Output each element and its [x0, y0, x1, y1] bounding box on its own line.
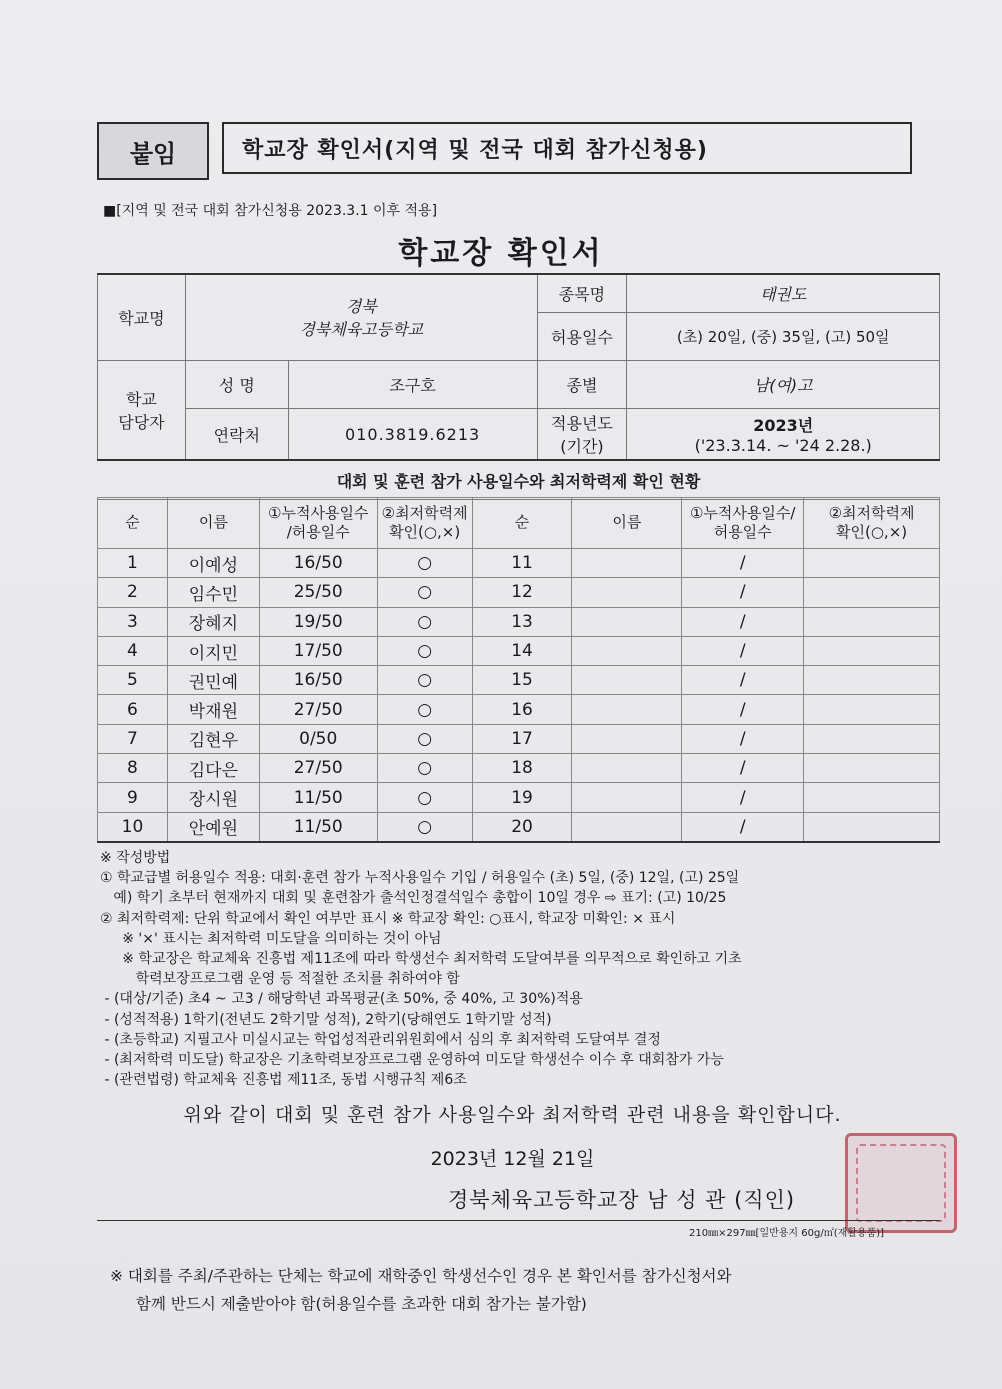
row-check: ○ [377, 666, 472, 695]
row-name-right [572, 578, 682, 607]
row-name-right [572, 607, 682, 636]
row-days-right: / [682, 636, 804, 665]
row-no-right: 13 [472, 607, 572, 636]
table-row [98, 724, 940, 753]
paper-spec: 210㎜×297㎜[일반용지 60g/㎡(재활용품)] [689, 1228, 885, 1239]
header-name-right: 이름 [572, 498, 682, 549]
row-no: 8 [98, 754, 168, 783]
row-name: 권민예 [167, 666, 259, 695]
method-line: ① 학교급별 허용일수 적용: 대회·훈련 참가 누적사용일수 기입 / 허용일수 (초) 5일, (중) 12일, (고) 25일 [100, 870, 740, 887]
method-line: 예) 학기 초부터 현재까지 대회 및 훈련참가 출석인정결석일수 총합이 10일 경우 ⇨ 표기: (고) 10/25 [100, 890, 727, 907]
row-name: 김다은 [167, 754, 259, 783]
row-days: 11/50 [259, 812, 377, 842]
row-name: 임수민 [167, 578, 259, 607]
method-line: ※ '×' 표시는 최저학력 미도달을 의미하는 것이 아님 [100, 930, 442, 947]
row-no: 1 [98, 549, 168, 578]
row-check: ○ [377, 754, 472, 783]
row-days-right: / [682, 666, 804, 695]
row-days: 16/50 [259, 666, 377, 695]
row-days-right: / [682, 754, 804, 783]
row-days: 0/50 [259, 724, 377, 753]
document-header-title: 학교장 확인서(지역 및 전국 대회 참가신청용) [222, 122, 912, 174]
gender-label: 종별 [537, 360, 627, 408]
row-check: ○ [377, 549, 472, 578]
row-no-right: 20 [472, 812, 572, 842]
row-name-right [572, 666, 682, 695]
table-row [98, 578, 940, 607]
header-no-right: 순 [472, 498, 572, 549]
row-days: 19/50 [259, 607, 377, 636]
row-name-right [572, 636, 682, 665]
attachment-tag: 붙임 [97, 122, 209, 180]
row-days-right: / [682, 549, 804, 578]
usage-table [97, 497, 940, 843]
header-days: ①누적사용일수 /허용일수 [259, 498, 377, 549]
gender-value: 남(여)고 [627, 360, 940, 408]
row-no: 4 [98, 636, 168, 665]
row-name-right [572, 549, 682, 578]
row-no: 2 [98, 578, 168, 607]
row-days: 17/50 [259, 636, 377, 665]
official-seal-icon [845, 1133, 957, 1233]
row-check-right [804, 724, 940, 753]
row-no-right: 12 [472, 578, 572, 607]
row-check-right [804, 695, 940, 724]
method-heading: ※ 작성방법 [100, 850, 171, 866]
table-row [98, 666, 940, 695]
row-check-right [804, 783, 940, 812]
row-check: ○ [377, 636, 472, 665]
row-check: ○ [377, 812, 472, 842]
row-no-right: 18 [472, 754, 572, 783]
row-check: ○ [377, 695, 472, 724]
row-name-right [572, 783, 682, 812]
contact-label: 연락처 [185, 408, 288, 460]
allowed-days-label: 허용일수 [537, 312, 627, 360]
manager-name: 조구호 [288, 360, 537, 408]
row-name: 박재원 [167, 695, 259, 724]
row-name-right [572, 754, 682, 783]
row-no-right: 17 [472, 724, 572, 753]
application-notice: ■[지역 및 전국 대회 참가신청용 2023.3.1 이후 적용] [103, 203, 438, 219]
confirmation-statement: 위와 같이 대회 및 훈련 참가 사용일수와 최저학력 관련 내용을 확인합니다. [183, 1104, 842, 1126]
writing-method [100, 848, 945, 1090]
header-academic-right: ②최저학력제 확인(○,×) [804, 498, 940, 549]
row-no-right: 19 [472, 783, 572, 812]
row-check-right [804, 636, 940, 665]
row-no: 3 [98, 607, 168, 636]
row-days: 16/50 [259, 549, 377, 578]
method-line: - (최저학력 미도달) 학교장은 기초학력보장프로그램 운영하여 미도달 학생선수 이수 후 대회참가 가능 [100, 1052, 724, 1069]
sport-label: 종목명 [537, 274, 627, 312]
contact-value: 010.3819.6213 [288, 408, 537, 460]
school-name-label: 학교명 [98, 274, 186, 360]
row-days: 27/50 [259, 754, 377, 783]
school-name-cell [185, 274, 537, 360]
allowed-days-value: (초) 20일, (중) 35일, (고) 50일 [627, 312, 940, 360]
school-region: 경북 [345, 297, 377, 317]
row-check-right [804, 754, 940, 783]
row-check: ○ [377, 607, 472, 636]
table-row [98, 549, 940, 578]
row-no-right: 15 [472, 666, 572, 695]
row-check-right [804, 812, 940, 842]
table-row [98, 607, 940, 636]
method-line: 학력보장프로그램 운영 등 적절한 조치를 취하여야 함 [100, 971, 460, 988]
row-check: ○ [377, 724, 472, 753]
principal-signature: 경북체육고등학교장 남 성 관 (직인) [448, 1188, 796, 1212]
header-academic: ②최저학력제 확인(○,×) [377, 498, 472, 549]
row-name-right [572, 695, 682, 724]
row-check-right [804, 578, 940, 607]
row-check-right [804, 666, 940, 695]
row-no: 7 [98, 724, 168, 753]
row-check: ○ [377, 783, 472, 812]
row-no-right: 11 [472, 549, 572, 578]
row-name: 장시원 [167, 783, 259, 812]
divider [97, 1220, 940, 1221]
row-days: 27/50 [259, 695, 377, 724]
row-check: ○ [377, 578, 472, 607]
method-line: ② 최저학력제: 단위 학교에서 확인 여부만 표시 ※ 학교장 확인: ○표시, 학교장 미확인: × 표시 [100, 910, 676, 927]
row-name: 김현우 [167, 724, 259, 753]
method-line: - (초등학교) 지필고사 미실시교는 학업성적관리위원회에서 심의 후 최저학력 도달여부 결정 [100, 1031, 661, 1048]
method-line: - (관련법령) 학교체육 진흥법 제11조, 동법 시행규칙 제6조 [100, 1072, 467, 1089]
usage-section-title: 대회 및 훈련 참가 사용일수와 최저학력제 확인 현황 [97, 459, 940, 500]
row-check-right [804, 549, 940, 578]
sport-value: 태권도 [627, 274, 940, 312]
row-no: 5 [98, 666, 168, 695]
row-no: 6 [98, 695, 168, 724]
method-line: - (대상/기준) 초4 ~ 고3 / 해당학년 과목평균(초 50%, 중 40%, 고 30%)적용 [100, 991, 583, 1008]
row-days-right: / [682, 607, 804, 636]
footnote-line-1: ※ 대회를 주최/주관하는 단체는 학교에 재학중인 학생선수인 경우 본 확인서를 참가신청서와 [110, 1267, 732, 1285]
manager-name-label: 성 명 [185, 360, 288, 408]
row-days-right: / [682, 578, 804, 607]
header-no: 순 [98, 498, 168, 549]
footnote-line-2: 함께 반드시 제출받아야 함(허용일수를 초과한 대회 참가는 불가함) [136, 1295, 587, 1313]
school-name: 경북체육고등학교 [299, 320, 424, 340]
table-row [98, 636, 940, 665]
table-row [98, 754, 940, 783]
row-name: 안예원 [167, 812, 259, 842]
row-check-right [804, 607, 940, 636]
page-title: 학교장 확인서 [398, 236, 604, 271]
row-days-right: / [682, 724, 804, 753]
method-line: ※ 학교장은 학교체육 진흥법 제11조에 따라 학생선수 최저학력 도달여부를 의무적으로 확인하고 기초 [100, 951, 742, 968]
method-line: - (성적적용) 1학기(전년도 2학기말 성적), 2학기(당해연도 1학기말 성적) [100, 1011, 552, 1028]
info-table [97, 273, 940, 461]
row-no-right: 14 [472, 636, 572, 665]
table-row [98, 812, 940, 842]
manager-label: 학교 담당자 [98, 360, 186, 460]
row-no: 10 [98, 812, 168, 842]
row-no-right: 16 [472, 695, 572, 724]
row-days-right: / [682, 783, 804, 812]
row-days-right: / [682, 695, 804, 724]
row-days: 25/50 [259, 578, 377, 607]
footnote [110, 1262, 731, 1318]
row-name: 이지민 [167, 636, 259, 665]
header-name: 이름 [167, 498, 259, 549]
year-label: 적용년도 (기간) [537, 408, 627, 460]
row-days-right: / [682, 812, 804, 842]
row-name-right [572, 812, 682, 842]
row-days: 11/50 [259, 783, 377, 812]
row-name: 장혜지 [167, 607, 259, 636]
row-no: 9 [98, 783, 168, 812]
row-name-right [572, 724, 682, 753]
row-name: 이예성 [167, 549, 259, 578]
table-row [98, 695, 940, 724]
header-days-right: ①누적사용일수/ 허용일수 [682, 498, 804, 549]
confirmation-date: 2023년 12월 21일 [430, 1148, 595, 1170]
year-value: 2023년 ('23.3.14. ~ '24 2.28.) [627, 408, 940, 460]
table-row [98, 783, 940, 812]
